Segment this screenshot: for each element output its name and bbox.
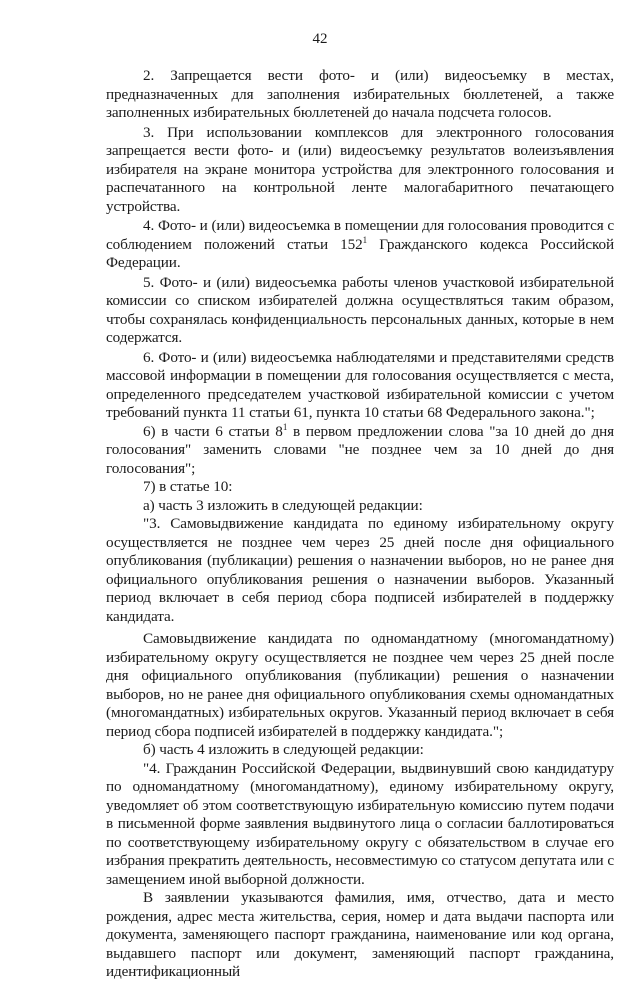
superscript: 1 bbox=[282, 421, 288, 432]
paragraph-item-6: 6. Фото- и (или) видеосъемка наблюдателями и представителями средств массовой информации в помещении для голосования осуществляется с места, определенного председателем участковой избирательной комиссии с учетом требований пункта 11 статьи 61, пункта 10 статьи 68 Федерального закона."; bbox=[106, 348, 614, 421]
superscript: 1 bbox=[362, 234, 368, 245]
paragraph-item-4 bbox=[106, 217, 614, 273]
page-number: 42 bbox=[312, 31, 328, 47]
paragraph-text: 6) в части 6 статьи 8 bbox=[143, 422, 283, 440]
paragraph-text: Гражданского кодекса Российской Федерации. bbox=[106, 235, 614, 271]
document-body bbox=[106, 67, 614, 982]
paragraph-subitem-7: 7) в статье 10: bbox=[143, 478, 233, 495]
paragraph-subitem-6 bbox=[106, 423, 614, 479]
quoted-part-4: "4. Гражданин Российской Федерации, выдвинувший свою кандидатуру по одномандатному (многомандатному), единому избирательному округу, уведомляет об этом соответствующую избирательную комиссию путем подачи в письменной форме заявления выдвинутого лица о согласии баллотироваться по соответствующему избирательному округу с обязательством в случае его избрания прекратить деятельность, несовместимую со статусом депутата или с замещением иной выборной должности. bbox=[106, 759, 614, 888]
quoted-part-4-continued: В заявлении указываются фамилия, имя, отчество, дата и место рождения, адрес места жительства, серия, номер и дата выдачи паспорта или документа, заменяющего паспорт гражданина, наименование или код органа, выдавшего паспорт или документ, заменяющий паспорт гражданина, идентификационный bbox=[106, 889, 614, 980]
quoted-part-3: "3. Самовыдвижение кандидата по единому избирательному округу осуществляется не позднее чем через 25 дней после дня официального опубликования (публикации) решения о назначении выборов, но не ранее дня официального опубликования решения о назначении выборов. Указанный период включает в себя период сбора подписей избирателей в поддержку кандидата. bbox=[106, 515, 614, 625]
paragraph-subitem-7a: а) часть 3 изложить в следующей редакции: bbox=[143, 496, 423, 514]
paragraph-text: в первом предложении слова "за 10 дней до дня голосования" заменить словами "не позднее чем за 10 дней до дня голосования"; bbox=[106, 422, 614, 477]
paragraph-item-2: 2. Запрещается вести фото- и (или) видеосъемку в местах, предназначенных для заполнения избирательных бюллетеней, а также заполненных избирательных бюллетеней до начала подсчета голосов. bbox=[106, 67, 614, 121]
quoted-part-3-continued: Самовыдвижение кандидата по одномандатному (многомандатному) избирательному округу осуществляется не позднее чем через 25 дней после дня официального опубликования (публикации) решения о назначении выборов, но не ранее дня официального опубликования схемы одномандатных (многомандатных) избирательных округов. Указанный период включает в себя период сбора подписей избирателей в поддержку кандидата."; bbox=[106, 630, 614, 740]
paragraph-subitem-7b: б) часть 4 изложить в следующей редакции: bbox=[143, 741, 424, 758]
paragraph-item-3: 3. При использовании комплексов для электронного голосования запрещается вести фото- и (или) видеосъемку результатов волеизъявления избирателя на экране монитора устройства для электронного голосования и распечатанного на контрольной ленте малогабаритного печатающего устройства. bbox=[106, 123, 614, 215]
paragraph-item-5: 5. Фото- и (или) видеосъемка работы членов участковой избирательной комиссии со списком избирателей должна осуществляться таким образом, чтобы сохранялась конфиденциальность персональных данных, которые в нем содержатся. bbox=[106, 273, 614, 346]
paragraph-text: 4. Фото- и (или) видеосъемка в помещении для голосования проводится с соблюдением положений статьи 152 bbox=[106, 217, 614, 253]
